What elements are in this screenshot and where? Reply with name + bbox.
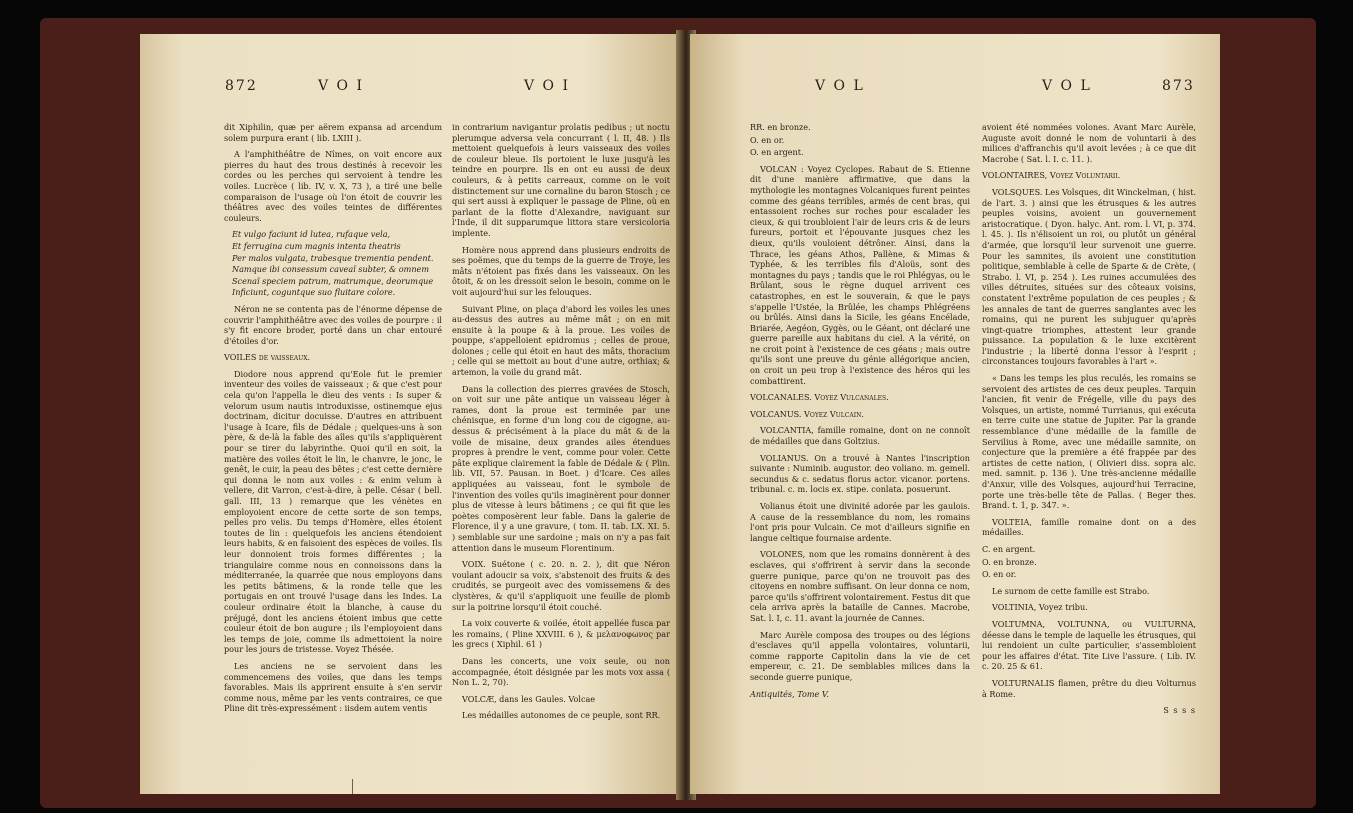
right-page [690,34,1220,794]
right-column-2 [982,122,1196,722]
paragraph: VOLCÆ, dans les Gaules. Volcae [462,693,596,704]
left-column-2 [452,122,670,727]
paragraph: Dans la collection des pierres gravées de Stosch, on voit sur une pâte antique un vaisseau léger à rames, dont la proue est terminée par une chénisque, en forme d'un long cou de cigogne, au-dessus & précisément à la place du mât & de la voile de misaine, deux grandes ailes étendues propres à prendre le vent, comme pour voler. Cette pâte explique clairement la fable de Dédale & ( Plin. lib. VII, 57. Pausan. in Boet. ) d'Icare. Ces ailes appliquées au vaisseau, font le symbole de l'invention des voiles qu'ils imaginèrent pour donner plus de vitesse à leurs bâtimens ; ce qui fit que les poètes composèrent leur fable. Dans la galerie de Florence, il y a une gravure, ( tom. II. tab. LX. XI. 5. ) semblable sur une sardoine ; mais on n'y a pas fait attention dans le museum Florentinum. [452,383,670,553]
left-header-left: V O I [318,78,365,94]
verse-line: Scenaï speciem patrum, matrumque, deorumque [232,275,434,286]
paragraph: Homère nous apprend dans plusieurs endroits de ses poëmes, que du temps de la guerre de Troye, les mâts n'étoient pas fixés dans les vaisseaux. On les ôtoit, & on les dressoit selon le besoin, comme on le voit aujourd'hui sur les felouques. [452,244,670,297]
verse-line: Et ferrugina cum magnis intenta theatris [232,240,401,251]
verse-line: Et vulgo faciunt id lutea, rufaque vela, [232,229,391,240]
entry-heading: VOLCANUS. Voyez Vulcain. [750,408,864,419]
left-header-right: V O I [524,78,571,94]
paragraph: Néron ne se contenta pas de l'énorme dépense de couvrir l'amphithéâtre avec des voiles de pourpre : il s'y fit encore broder, porté dans un char entouré d'étoiles d'or. [224,303,442,346]
paragraph: Suivant Pline, on plaça d'abord les voiles les unes au-dessus des autres au même mât ; on en mit ensuite à la poupe & à la proue. Les voiles de pouppe, s'appelloient epidromus ; celles de proue, dolones ; celle qui étoit en haut des mâts, thoracium ; celle qui se mettoit au bout d'une autre, orthiax; & artemon, la voile du grand mât. [452,303,670,378]
paragraph: Le surnom de cette famille est Strabo. [992,585,1150,596]
paragraph: Diodore nous apprend qu'Eole fut le premier inventeur des voiles de vaisseaux ; & que c'est pour cela qu'on l'appella le dieu des vents : Is super & velorum usum nautis introduxisse, ostinemque ejus doctrinam, dicitur docuisse. D'autres en attribuent l'usage à Icare, fils de Dédale ; quelques-uns à son père, & de-là la fable des aîles qu'ils s'appliquèrent pour se tirer du labyrinthe. Quoi qu'il en soit, la matière des voiles étoit le lin, le chanvre, le jonc, le genêt, le cuir, la peau des bêtes ; c'est cette dernière qui donna le nom aux voiles : & enim velum à vellere, dit Varron, c'est-à-dire, à pelle. César ( bell. gall. III, 13 ) remarque que les vénètes en employoient encore de cette sorte de son temps, pelles pro velis. Du temps d'Homère, elles étoient toutes de lin : quelquefois les anciens étendoient leurs habits, & en faisoient des espèces de voiles. Ils leur donnoient trois formes différentes ; la triangulaire comme nous en connoissons dans la méditerranée, la quarrée que nous employons dans les petits bâtimens, & la ronde telle que les portugais en ont trouvé l'usage dans les Indes. La couleur ordinaire étoit la blanche, à cause du préjugé, dont les anciens étoient imbus que cette couleur étoit de bon augure ; ils l'employoient dans les temps de joie, comme ils admettoient la noire pour les jours de tristesse. Voyez Thésée. [224,368,442,655]
paragraph: VOLTEIA, famille romaine dont on a des médailles. [982,516,1196,538]
paragraph: La voix couverte & voilée, étoit appellée fusca par les romains, ( Pline XXVIII. 6 ), & μελανοφωνος par les grecs ( Xiphil. 61 ) [452,618,670,650]
paragraph: Marc Aurèle composa des troupes ou des légions d'esclaves qu'il appella volontaires, voluntarii, comme rapporte Capitolin dans la vie de cet empereur, c. 21. De semblables milices dans la seconde guerre punique, [750,629,970,682]
paragraph: in contrarium navigantur prolatis pedibus ; ut noctu plerumque adversa vela concurrant ( l. II, 48. ) Ils mettoient quelquefois à leurs vaisseaux des voiles de couleur bleue. Ils portoient le luxe jusqu'à les teindre en pourpre. Ils en ont eu aussi de deux couleurs, & à petits carreaux, comme on le voit distinctement sur une cornaline du baron Stosch ; ce qui sert aussi à expliquer le passage de Pline, où en parlant de la flotte d'Alexandre, naviguant sur l'Inde, il dit supparumque littora stare versicoloria implente. [452,122,670,238]
paragraph: O. en bronze. [982,556,1037,567]
verse-line: Inficiunt, coguntque suo fluitare colore. [232,287,396,298]
right-page-number: 873 [1162,78,1195,94]
entry-heading: VOILES de vaisseaux. [224,352,311,363]
paragraph: VOLONES, nom que les romains donnèrent à des esclaves, qui s'offrirent à servir dans la seconde guerre punique, parce qu'on ne trouvoit pas des citoyens en nombre suffisant. On leur donna ce nom, parce qu'ils s'offrirent volontairement. Festus dit que cela arriva après la bataille de Cannes. Macrobe, Sat. l. I, c. 11. avant la journée de Cannes. [750,549,970,623]
paragraph: VOLCAN : Voyez Cyclopes. Rabaut de S. Etienne dit d'une manière affirmative, que dans la mythologie les montagnes Volcaniques furent peintes comme des géans terribles, armés de cent bras, qui entassoient roches sur roches pour escalader les cieux, & qui troubloient l'air de leurs cris & de leurs fureurs, portoit et l'épouvante jusques chez les dieux, qu'ils vouloient détrôner. Ainsi, dans la Thrace, les géans Athos, Pallène, & Mimas & Typhée, & les terribles fils d'Aloüs, sont des montagnes du pays ; tandis que le roi Phlégyas, ou le Brûlant, sous le règne duquel arrivent ces catastrophes, en est le souverain, & que le pays s'appelle l'Ustée, la Brûlée, les champs Phlégréens ou brûlés. Ainsi dans la Sicile, les géans Encélade, Briarée, Aegéon, Gygès, ou le Géant, ont déclaré une guerre pareille aux habitans du ciel. A la vérité, on ne croit point à l'existence de ces géans ; mais outre qu'ils sont une preuve du génie allégorique ancien, on croit un peu trop à l'existence des héros qui les combattirent. [750,163,970,386]
left-page [140,34,680,794]
right-header-right: V O L [1042,78,1092,94]
signature-mark: S s s s [1163,705,1196,716]
paragraph: avoient été nommées volones. Avant Marc Aurèle, Auguste avoit donné le nom de voluntarii à des milices d'affranchis qu'il avoit levées ; à ce que dit Macrobe ( Sat. l. I. c. 11. ). [982,122,1196,164]
paragraph: VOLIANUS. On a trouvé à Nantes l'inscription suivante : Numinib. augustor. deo voliano. m. gemell. secundus & c. sedatus florus actor. vicanor. portens. tribunal. c. m. locis ex. stipe. conlata. posuerunt. [750,452,970,495]
paragraph: O. en or. [982,569,1017,580]
paragraph: RR. en bronze. [750,122,811,132]
paragraph: VOLSQUES. Les Volsques, dit Winckelman, ( hist. de l'art. 3. ) ainsi que les étrusques & les autres peuples voisins, avoient un gouvernement aristocratique. ( Dyon. halyc. Ant. rom. l. VI, p. 374. l. 45. ). Ils n'élisoient un roi, ou plutôt un général d'armée, que lorsqu'il leur survenoit une guerre. Pour les samnites, ils avoient une constitution politique, semblable à celle de Sparte & de Crète, ( Strabo. l. VI, p. 254 ). Les ruines accumulées des villes détruites, situées sur des côteaux voisins, constatent l'extrême population de ces peuples ; & les annales de tant de guerres sanglantes avec les romains, qui ne purent les subjuguer qu'après vingt-quatre triomphes, attestent leur grande puissance. La population & le luxe excitèrent l'industrie ; la liberté donna l'essor à l'esprit ; circonstances toujours favorables à l'art ». [982,186,1196,367]
page-footer: Antiquités, Tome V. [750,688,829,699]
left-column-1 [224,122,442,720]
paragraph: O. en argent. [750,147,804,158]
paragraph: VOLCANTIA, famille romaine, dont on ne connoît de médailles que dans Goltzius. [750,425,970,447]
paragraph: Volianus étoit une divinité adorée par les gaulois. A cause de la ressemblance du nom, les romains l'ont pris pour Vulcain. Ce mot d'ailleurs signifie en langue celtique fournaise ardente. [750,501,970,543]
left-page-number: 872 [225,78,258,94]
paragraph: « Dans les temps les plus reculés, les romains se servoient des artistes de ces deux peuples. Tarquin l'ancien, fit venir de Frégelle, ville du pays des Volsques, un artiste, nommé Turrianus, qui exécuta en terre cuite une statue de Jupiter. Par la grande ressemblance d'une médaille de la famille de Servilius à Rome, avec une médaille samnite, on conjecture que la première a été frappée par des artistes de cette nation, ( Olivieri diss. sopra alc. med. samnit. p. 136 ). Une très-ancienne médaille d'Anxur, ville des Volsques, aujourd'hui Terracine, porte une très-belle tête de Pallas. ( Beger thes. Brand. t. 1, p. 347. ». [982,373,1196,511]
paragraph: Dans les concerts, une voix seule, ou non accompagnée, étoit désignée par les mots vox assa ( Non L. 2, 70). [452,655,670,688]
paragraph: A l'amphithéâtre de Nîmes, on voit encore aux pierres du haut des trous destinés à recevoir les cordes ou les perches qui servoient à tendre les voiles. Lucrèce ( lib. IV, v. X, 73 ), a tiré une belle comparaison de l'usage où l'on étoit de couvrir les théâtres avec des voiles teintes de différentes couleurs. [224,149,442,223]
margin-mark [352,779,353,794]
entry-heading: VOLONTAIRES, Voyez Voluntarii. [982,170,1121,181]
verse-line: Per malos vulgata, trabesque trementia pendent. [232,252,434,263]
paragraph: VOLTUMNA, VOLTUNNA, ou VULTURNA, déesse dans le temple de laquelle les étrusques, qui lui rendoient un culte particulier, s'assembloient pour les affaires d'état. Tite Live l'assure. ( Lib. IV. c. 20. 25 & 61. [982,618,1196,672]
entry-heading: VOLCANALES. Voyez Vulcanales. [750,392,889,403]
paragraph: dit Xiphilin, quæ per aërem expansa ad arcendum solem purpura erant ( lib. LXIII ). [224,122,442,143]
verse-line: Namque ibi consessum caveaï subter, & omnem [232,264,430,275]
paragraph: VOLTINIA, Voyez tribu. [992,602,1088,613]
paragraph: VOLTURNALIS flamen, prêtre du dieu Volturnus à Rome. [982,677,1196,699]
right-header-left: V O L [815,78,865,94]
paragraph: Les médailles autonomes de ce peuple, sont RR. [462,710,661,721]
right-column-1 [750,122,970,705]
paragraph: VOIX. Suétone ( c. 20. n. 2. ), dit que Néron voulant adoucir sa voix, s'abstenoit des fruits & des crudités, se purgeoit avec des vomissemens & des clystères, & qu'il s'appliquoit une feuille de plomb sur la poitrine lorsqu'il étoit couché. [452,559,670,612]
paragraph: Les anciens ne se servoient dans les commencemens des voiles, que dans les temps favorables. Mais ils apprirent ensuite à s'en servir comme nous, même par les vents contraires, ce que Pline dit très-expressément : iisdem autem ventis [224,660,442,714]
paragraph: O. en or. [750,134,785,145]
paragraph: C. en argent. [982,543,1036,554]
